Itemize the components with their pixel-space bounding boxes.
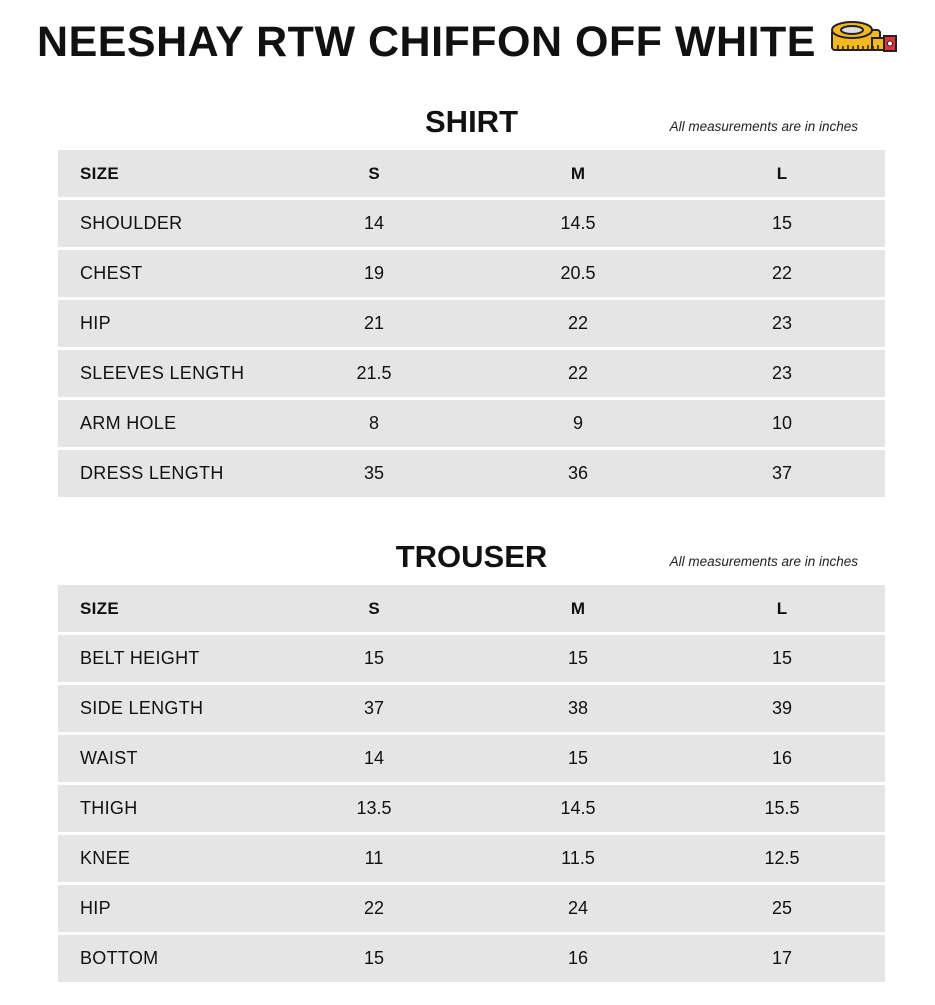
measurement-value: 13.5	[356, 798, 392, 818]
measurement-value: 14.5	[560, 213, 596, 233]
table-row	[58, 200, 885, 247]
measurement-note: All measurements are in inches	[669, 119, 858, 134]
table-row	[58, 785, 885, 832]
page-title	[0, 18, 935, 67]
measurement-label: SHOULDER	[80, 213, 183, 233]
measurement-note: All measurements are in inches	[669, 554, 858, 569]
trouser-title: TROUSER	[395, 539, 548, 574]
measurement-value: 19	[363, 263, 385, 283]
measurement-value: 21	[363, 313, 385, 333]
column-header: SIZE	[80, 598, 119, 618]
table-row	[58, 350, 885, 397]
trouser-size-table	[58, 539, 885, 985]
table-row	[58, 685, 885, 732]
table-row	[58, 735, 885, 782]
measurement-value: 15	[567, 748, 589, 768]
measurement-value: 10	[771, 413, 793, 433]
measurement-label: CHEST	[80, 263, 143, 283]
measurement-value: 11	[364, 848, 384, 868]
shirt-size-table	[58, 104, 885, 500]
column-header: SIZE	[80, 163, 119, 183]
measurement-value: 37	[363, 698, 385, 718]
measurement-value: 21.5	[356, 363, 392, 383]
measuring-tape-icon	[828, 16, 898, 65]
measurement-value: 15	[363, 648, 385, 668]
measurement-value: 25	[771, 898, 793, 918]
measurement-value: 35	[363, 463, 385, 483]
measurement-value: 23	[771, 313, 793, 333]
measurement-value: 14	[363, 748, 385, 768]
measurement-label: HIP	[80, 313, 111, 333]
measurement-value: 22	[363, 898, 385, 918]
column-header: M	[570, 598, 586, 618]
table-row	[58, 450, 885, 497]
measurement-label: BELT HEIGHT	[80, 648, 200, 668]
measurement-value: 14.5	[560, 798, 596, 818]
measurement-value: 37	[771, 463, 793, 483]
column-header: L	[776, 163, 788, 183]
measurement-value: 16	[567, 948, 589, 968]
measurement-value: 15	[363, 948, 385, 968]
measurement-label: SIDE LENGTH	[80, 698, 204, 718]
table-row	[58, 835, 885, 882]
measurement-value: 39	[771, 698, 793, 718]
column-header: S	[368, 598, 380, 618]
measurement-value: 15	[771, 213, 793, 233]
measurement-value: 22	[771, 263, 793, 283]
table-row	[58, 635, 885, 682]
measurement-label: HIP	[80, 898, 111, 918]
measurement-value: 12.5	[764, 848, 800, 868]
measurement-value: 23	[771, 363, 793, 383]
column-header: L	[776, 598, 788, 618]
measurement-value: 24	[567, 898, 589, 918]
measurement-value: 15	[771, 648, 793, 668]
measurement-label: THIGH	[80, 798, 138, 818]
measurement-label: WAIST	[80, 748, 138, 768]
table-header-row	[58, 150, 885, 197]
table-row	[58, 250, 885, 297]
measurement-value: 15.5	[764, 798, 800, 818]
measurement-value: 14	[363, 213, 385, 233]
column-header: S	[368, 163, 380, 183]
measurement-value: 22	[567, 313, 589, 333]
measurement-label: DRESS LENGTH	[80, 463, 224, 483]
measurement-value: 9	[572, 413, 583, 433]
measurement-value: 8	[368, 413, 379, 433]
table-row	[58, 400, 885, 447]
table-row	[58, 300, 885, 347]
measurement-value: 38	[567, 698, 589, 718]
page-title-text: NEESHAY RTW CHIFFON OFF WHITE	[37, 18, 816, 66]
table-header-row	[58, 585, 885, 632]
measurement-value: 20.5	[560, 263, 596, 283]
measurement-value: 22	[567, 363, 589, 383]
measurement-value: 16	[771, 748, 793, 768]
measurement-value: 15	[567, 648, 589, 668]
shirt-title: SHIRT	[425, 104, 518, 139]
measurement-label: SLEEVES LENGTH	[80, 363, 245, 383]
measurement-label: BOTTOM	[80, 948, 159, 968]
table-row	[58, 885, 885, 932]
measurement-value: 36	[567, 463, 589, 483]
measurement-label: KNEE	[80, 848, 131, 868]
measurement-value: 17	[771, 948, 793, 968]
measurement-label: ARM HOLE	[80, 413, 177, 433]
table-row	[58, 935, 885, 982]
column-header: M	[570, 163, 586, 183]
measurement-value: 11.5	[561, 848, 595, 868]
